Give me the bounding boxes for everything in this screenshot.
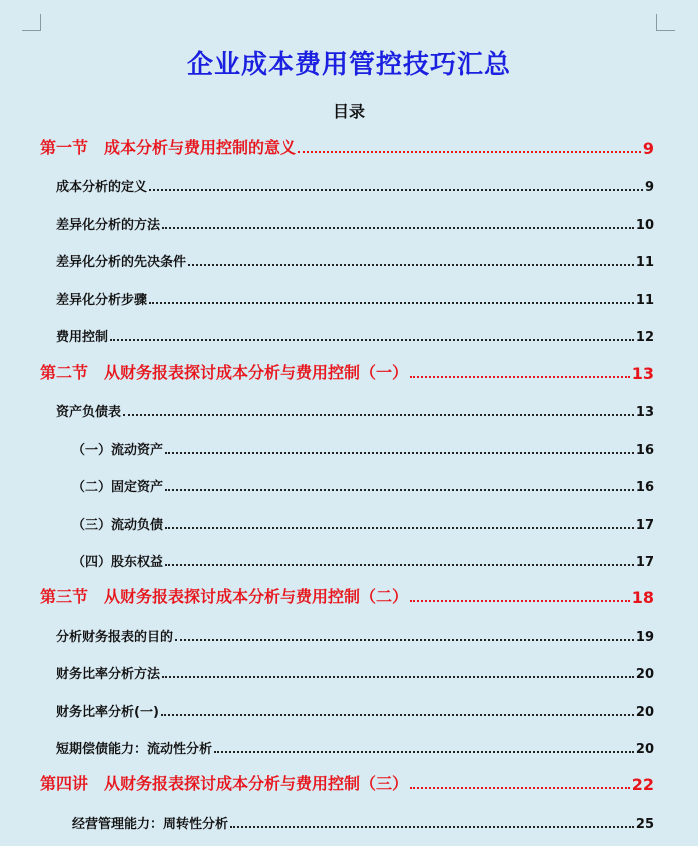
toc-page-number: 25 xyxy=(635,817,654,832)
toc-page-number: 20 xyxy=(635,742,654,757)
toc-dot-leader xyxy=(149,189,643,191)
toc-dot-leader xyxy=(410,600,630,602)
toc-dot-leader xyxy=(165,564,634,566)
toc-dot-leader xyxy=(298,151,641,153)
toc-entry[interactable] xyxy=(0,211,698,233)
toc-page-number: 13 xyxy=(631,364,654,383)
toc-entry[interactable] xyxy=(0,436,698,458)
toc-section-entry[interactable] xyxy=(0,136,698,158)
toc-entry-label: 资产负债表 xyxy=(56,405,122,420)
toc-page-number: 13 xyxy=(635,405,654,420)
document-title: 企业成本费用管控技巧汇总 xyxy=(186,50,511,80)
toc-entry[interactable] xyxy=(0,623,698,645)
toc-page-number: 20 xyxy=(635,705,654,720)
toc-page-number: 9 xyxy=(644,180,654,195)
page-corner-mark-top-right xyxy=(656,14,675,31)
toc-entry-label: 第二节 从财务报表探讨成本分析与费用控制（一） xyxy=(40,363,409,382)
toc-section-entry[interactable] xyxy=(0,772,698,794)
toc-dot-leader xyxy=(110,339,634,341)
toc-entry-label: 财务比率分析方法 xyxy=(56,667,161,682)
toc-page-number: 11 xyxy=(635,255,654,270)
toc-entry-label: 第三节 从财务报表探讨成本分析与费用控制（二） xyxy=(40,587,409,606)
toc-entry-label: 差异化分析步骤 xyxy=(56,293,148,308)
toc-dot-leader xyxy=(149,302,634,304)
toc-dot-leader xyxy=(410,376,630,378)
toc-page-number: 16 xyxy=(635,480,654,495)
toc-entry[interactable] xyxy=(0,173,698,195)
toc-section-entry[interactable] xyxy=(0,361,698,383)
toc-entry[interactable] xyxy=(0,548,698,570)
toc-entry-label: （一）流动资产 xyxy=(72,443,164,458)
toc-dot-leader xyxy=(123,414,634,416)
toc-entry-label: （二）固定资产 xyxy=(72,480,164,495)
toc-entry-label: 差异化分析的先决条件 xyxy=(56,255,187,270)
toc-entry-label: （三）流动负债 xyxy=(72,518,164,533)
toc-page-number: 20 xyxy=(635,667,654,682)
toc-page-number: 22 xyxy=(631,775,654,794)
toc-entry[interactable] xyxy=(0,698,698,720)
toc-page-number: 12 xyxy=(635,330,654,345)
toc-dot-leader xyxy=(161,714,634,716)
toc-dot-leader xyxy=(165,489,634,491)
toc-page-number: 17 xyxy=(635,518,654,533)
toc-dot-leader xyxy=(165,452,634,454)
toc-entry[interactable] xyxy=(0,511,698,533)
toc-entry-label: 差异化分析的方法 xyxy=(56,218,161,233)
toc-entry-label: 财务比率分析(一) xyxy=(56,705,159,720)
toc-page-number: 11 xyxy=(635,293,654,308)
toc-entry[interactable] xyxy=(0,810,698,832)
toc-dot-leader xyxy=(162,676,634,678)
page-corner-mark-top-left xyxy=(22,14,41,31)
toc-dot-leader xyxy=(165,527,634,529)
toc-page-number: 9 xyxy=(642,139,654,158)
toc-entry-label: 分析财务报表的目的 xyxy=(56,630,174,645)
toc-entry-label: 成本分析的定义 xyxy=(56,180,148,195)
toc-entry[interactable] xyxy=(0,286,698,308)
toc-entry-label: 经营管理能力：周转性分析 xyxy=(72,817,229,832)
toc-entry[interactable] xyxy=(0,323,698,345)
toc-entry-label: 第四讲 从财务报表探讨成本分析与费用控制（三） xyxy=(40,774,409,793)
toc-entry-label: 短期偿债能力：流动性分析 xyxy=(56,742,213,757)
toc-entry[interactable] xyxy=(0,735,698,757)
toc-dot-leader xyxy=(214,751,634,753)
toc-dot-leader xyxy=(162,227,634,229)
toc-dot-leader xyxy=(230,826,634,828)
toc-page-number: 17 xyxy=(635,555,654,570)
toc-heading: 目录 xyxy=(332,102,365,121)
toc-page-number: 16 xyxy=(635,443,654,458)
toc-entry-label: 费用控制 xyxy=(56,330,109,345)
toc-entry[interactable] xyxy=(0,660,698,682)
toc-dot-leader xyxy=(175,639,634,641)
toc-dot-leader xyxy=(410,787,630,789)
toc-page-number: 18 xyxy=(631,588,654,607)
toc-page-number: 10 xyxy=(635,218,654,233)
toc-entry[interactable] xyxy=(0,248,698,270)
toc-entry-label: 第一节 成本分析与费用控制的意义 xyxy=(40,138,297,157)
toc-entry[interactable] xyxy=(0,473,698,495)
toc-section-entry[interactable] xyxy=(0,585,698,607)
toc-entry[interactable] xyxy=(0,398,698,420)
toc-dot-leader xyxy=(188,264,634,266)
toc-entry-label: （四）股东权益 xyxy=(72,555,164,570)
toc-page-number: 19 xyxy=(635,630,654,645)
